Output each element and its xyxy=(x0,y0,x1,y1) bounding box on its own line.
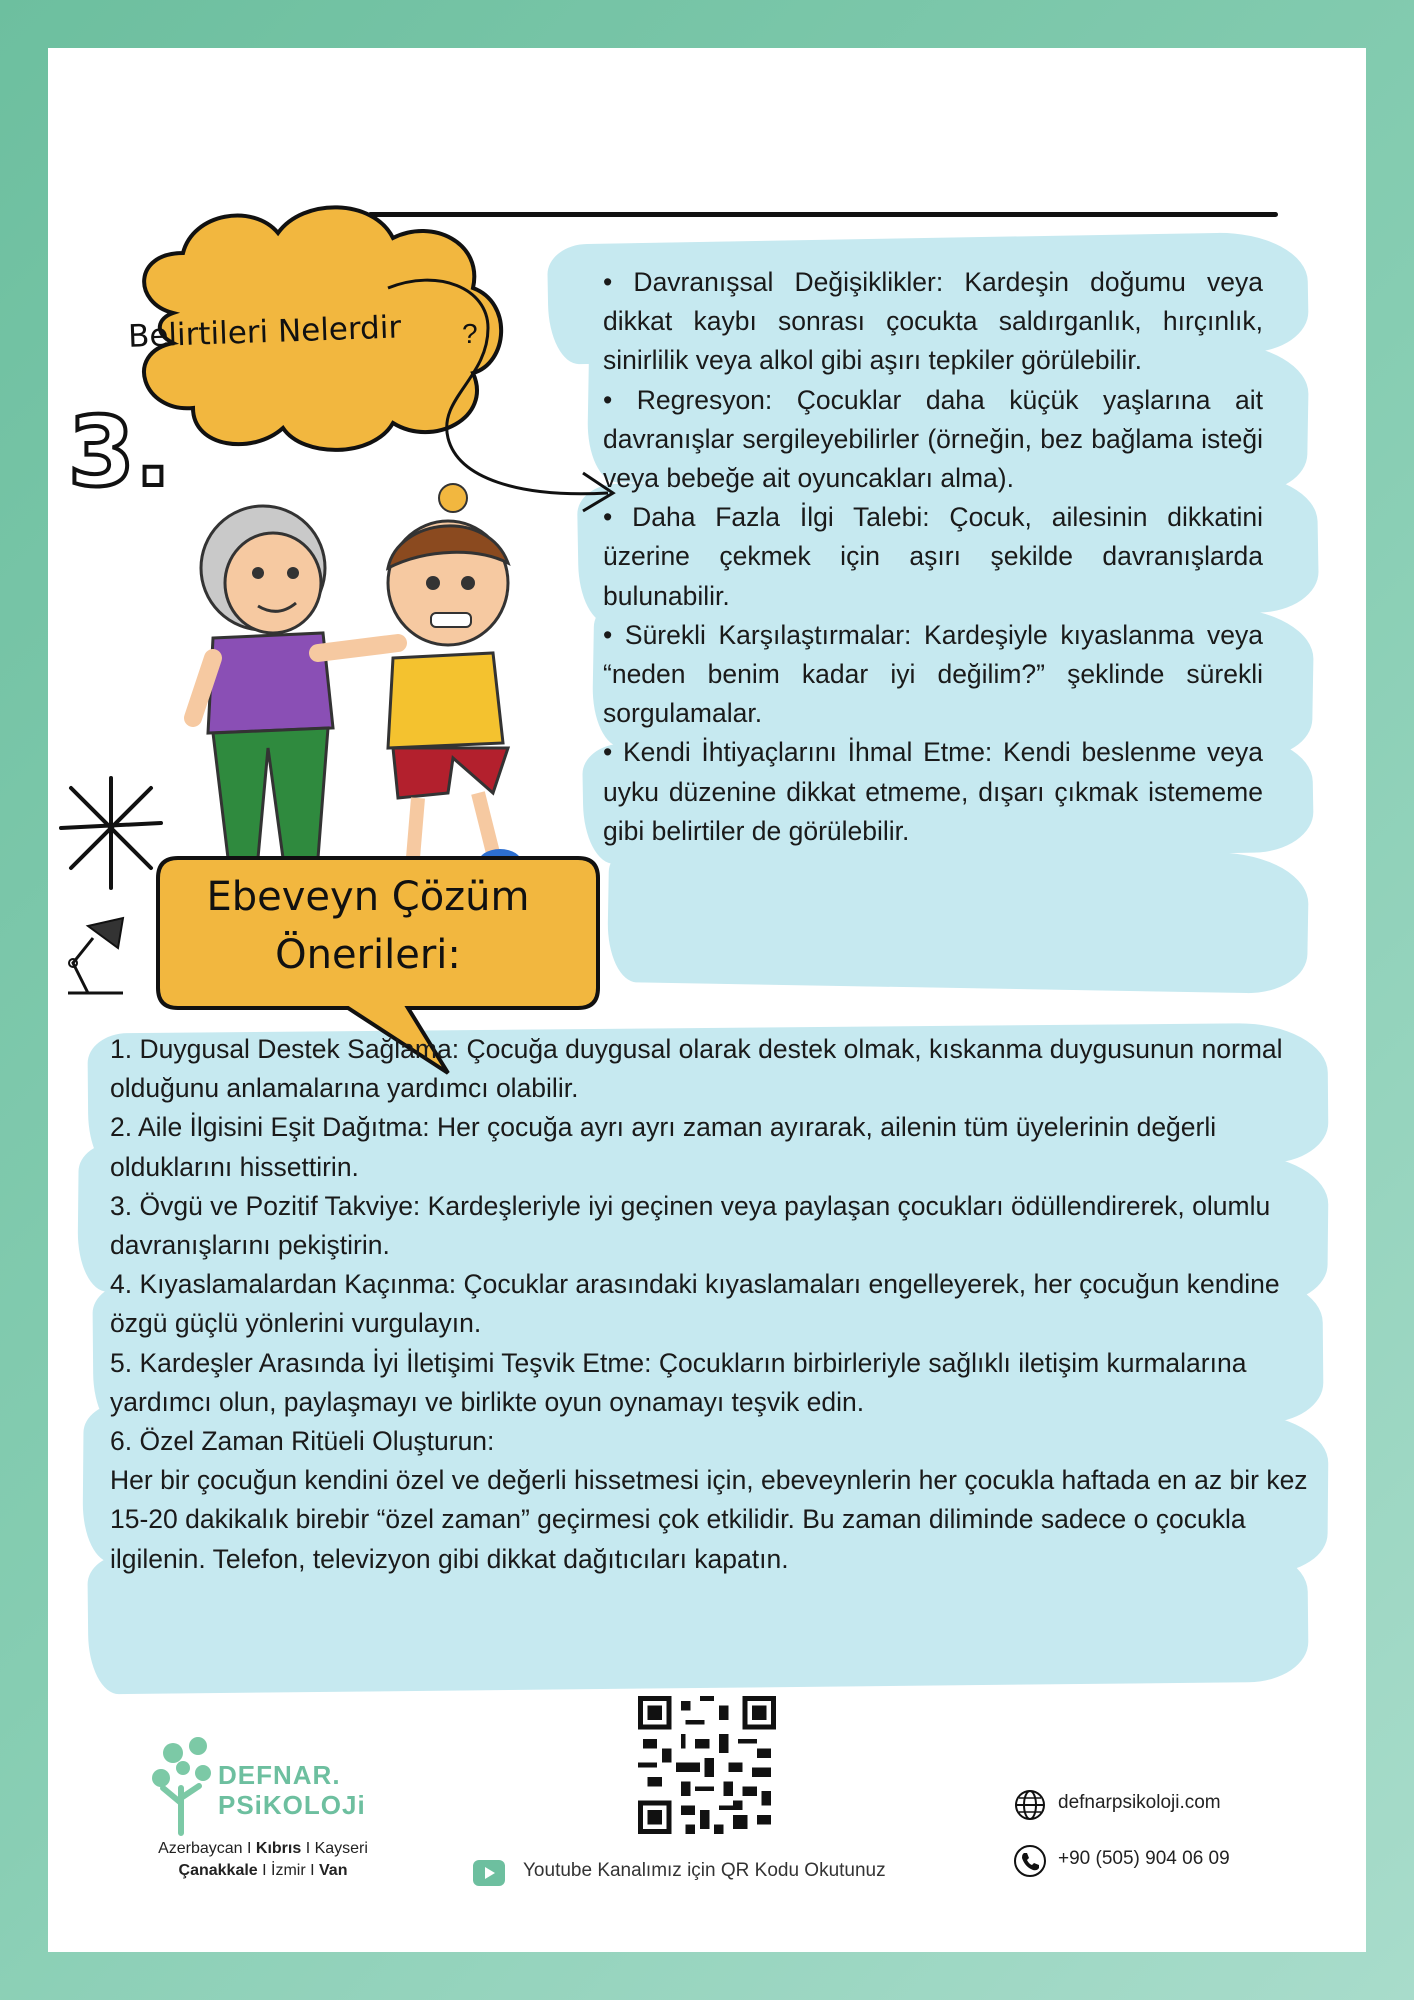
solution-item: 1. Duygusal Destek Sağlama: Çocuğa duygusal olarak destek olmak, kıskanma duygusunun normal olduğunu anlamalarına yardımcı olabilir. xyxy=(110,1034,1283,1104)
phone-number[interactable]: +90 (505) 904 06 09 xyxy=(1058,1848,1230,1869)
solution-item: 4. Kıyaslamalardan Kaçınma: Çocuklar arasındaki kıyaslamaları engelleyerek, her çocuğun kendine özgü güçlü yönlerini vurgulayın. xyxy=(110,1269,1280,1339)
globe-icon xyxy=(1013,1788,1047,1822)
brush-stroke xyxy=(607,842,1309,994)
office-cities xyxy=(108,1838,418,1882)
symptom-item: • Regresyon: Çocuklar daha küçük yaşlarına ait davranışlar sergileyebilirler (örneğin, bez bağlama isteği veya bebeğe ait oyuncakları alma). xyxy=(603,384,1263,494)
cloud-title: Belirtileri Nelerdir xyxy=(127,309,402,355)
solution-item: 6. Özel Zaman Ritüeli Oluşturun: xyxy=(110,1426,495,1457)
symptom-item: • Sürekli Karşılaştırmalar: Kardeşiyle kıyaslanma veya “neden benim kadar iyi değilim?” şeklinde sürekli sorgulamalar. xyxy=(603,619,1263,729)
desk-lamp-icon xyxy=(48,908,138,998)
section-number: 3. xyxy=(68,396,172,508)
logo-line2: PSiKOLOJi xyxy=(218,1790,366,1820)
solution-item: 2. Aile İlgisini Eşit Dağıtma: Her çocuğa ayrı ayrı zaman ayırarak, ailenin tüm üyelerinin değerli olduklarını hissettirin. xyxy=(110,1112,1217,1182)
solutions-heading xyxy=(168,868,568,984)
website-link[interactable]: defnarpsikoloji.com xyxy=(1058,1792,1221,1813)
solution-item: Her bir çocuğun kendini özel ve değerli hissetmesi için, ebeveynlerin her çocukla haftada en az bir kez 15-20 dakikalık birebir “özel zaman” geçirmesi çok etkilidir. Bu zaman diliminde sadece o çocukla ilgilenin. Telefon, televizyon gibi dikkat dağıtıcıları kapatın. xyxy=(110,1465,1308,1574)
solutions-heading-line1: Ebeveyn Çözüm xyxy=(206,874,530,920)
symptom-item: • Davranışsal Değişiklikler: Kardeşin doğumu veya dikkat kaybı sonrası çocukta saldırganlık, hırçınlık, sinirlilik veya alkol gibi aşırı tepkiler görülebilir. xyxy=(603,267,1263,376)
logo-wordmark xyxy=(218,1760,366,1820)
solution-item: 3. Övgü ve Pozitif Takviye: Kardeşleriyle iyi geçinen veya paylaşan çocukları ödüllendirerek, olumlu davranışlarını pekiştirin. xyxy=(110,1190,1271,1261)
youtube-qr-caption: Youtube Kanalımız için QR Kodu Okutunuz xyxy=(523,1860,886,1881)
youtube-icon xyxy=(473,1860,505,1886)
logo-line1: DEFNAR. xyxy=(218,1760,341,1790)
symptom-item: • Daha Fazla İlgi Talebi: Çocuk, ailesinin dikkatini üzerine çekmek için aşırı şekilde davranışlarda bulunabilir. xyxy=(603,502,1263,611)
solutions-list xyxy=(110,1030,1310,1579)
symptom-item: • Kendi İhtiyaçlarını İhmal Etme: Kendi beslenme veya uyku düzenine dikkat etmeme, dışarı çıkmak istememe gibi belirtiler de görülebilir. xyxy=(603,737,1263,846)
phone-icon xyxy=(1013,1844,1047,1878)
cities-line2: Çanakkale I İzmir I Van xyxy=(178,1862,348,1879)
solution-item: 5. Kardeşler Arasında İyi İletişimi Teşvik Etme: Çocukların birbirleriyle sağlıklı iletişim kurmalarına yardımcı olun, paylaşmayı ve birlikte oyun oynamayı teşvik edin. xyxy=(110,1347,1247,1417)
cities-line1: Azerbaycan I Kıbrıs I Kayseri xyxy=(158,1840,368,1857)
solutions-heading-line2: Önerileri: xyxy=(275,932,461,978)
cloud-question-mark: ? xyxy=(462,318,478,349)
symptoms-list xyxy=(603,263,1263,851)
qr-code[interactable] xyxy=(638,1696,776,1834)
grandparent-child-illustration xyxy=(148,478,548,908)
flyer-page xyxy=(48,48,1366,1952)
